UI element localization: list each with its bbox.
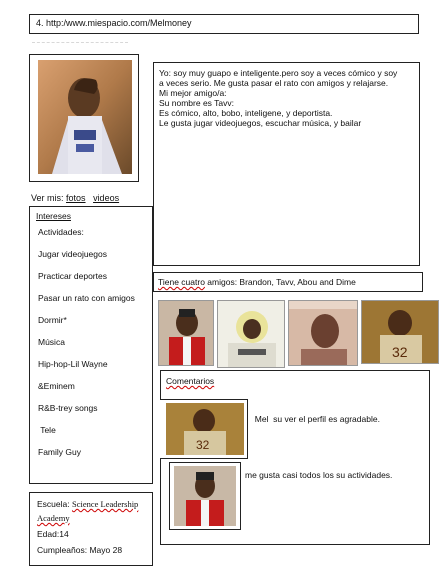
friend-photo-brandon[interactable] (158, 300, 214, 366)
school-row (37, 499, 152, 509)
about-line: Su nombre es Tavv: (159, 98, 234, 108)
interest-item: Family Guy (38, 447, 81, 457)
about-line: Le gusta jugar videojuegos, escuchar música, y bailar (159, 118, 362, 128)
profile-photo-frame (29, 54, 139, 182)
interest-item: Hip-hop-Lil Wayne (38, 359, 108, 369)
about-text (159, 68, 417, 128)
friend-photo-image (159, 301, 214, 366)
about-line: Mi mejor amigo/a: (159, 88, 227, 98)
age-text: Edad:14 (37, 529, 69, 539)
friend-photo-abou[interactable] (288, 300, 358, 366)
interest-item: Música (38, 337, 65, 347)
school-label: Escuela: (37, 499, 70, 509)
about-line: Es cómico, alto, bobo, inteligene, y deportista. (159, 108, 333, 118)
interest-item: &Eminem (38, 381, 75, 391)
school-name: Science Leadership (71, 499, 139, 509)
school-info-box (29, 492, 153, 566)
comments-title: Comentarios (166, 376, 215, 386)
videos-link[interactable]: videos (93, 193, 120, 203)
comments-box (160, 370, 430, 400)
svg-text:32: 32 (196, 438, 210, 452)
friend-photo-image (362, 301, 439, 364)
interests-box (29, 206, 153, 484)
birthday-text: Cumpleaños: Mayo 28 (37, 545, 123, 555)
interest-item: Jugar videojuegos (38, 249, 107, 259)
comment-avatar-image (174, 466, 236, 526)
friends-heading-prefix: Tiene cuatro (158, 277, 205, 287)
url-bar[interactable] (29, 14, 419, 34)
interests-title: Intereses (36, 211, 71, 221)
profile-photo-image (38, 60, 132, 174)
svg-text:32: 32 (392, 344, 408, 360)
interest-item: Actividades: (38, 227, 84, 237)
ver-mis-row (31, 193, 119, 204)
ver-mis-label: Ver mis: (31, 193, 64, 203)
comment-1-text (250, 404, 380, 424)
comment-1-avatar[interactable] (166, 403, 244, 455)
url-text[interactable]: 4. http:/www.miespacio.com/Melmoney (36, 18, 192, 28)
friend-photo-tavv[interactable] (217, 300, 285, 368)
fotos-link[interactable]: fotos (66, 193, 86, 203)
dashed-divider (32, 42, 128, 43)
comment-2-text: me gusta casi todos los su actividades. (245, 470, 393, 480)
about-line: Yo: soy muy guapo e inteligente.pero soy a veces cómico y soy (159, 68, 398, 78)
profile-photo (38, 60, 132, 174)
interest-item: Tele (38, 425, 56, 435)
friends-header-box (153, 272, 423, 292)
friends-heading-rest: amigos: Brandon, Tavv, Abou and Dime (204, 277, 356, 287)
comment-2-avatar[interactable] (174, 466, 236, 526)
interest-item: R&B-trey songs (38, 403, 98, 413)
school-name-continued: Academy (37, 513, 70, 523)
friend-photo-image (218, 301, 285, 368)
friends-heading (158, 277, 356, 287)
about-line: a veces serio. Me gusta pasar el rato con amigos y relajarse. (159, 78, 389, 88)
about-box (153, 62, 420, 266)
interest-item: Practicar deportes (38, 271, 107, 281)
interest-item: Dormir* (38, 315, 67, 325)
comment-body: su ver el perfil es agradable. (268, 414, 380, 424)
comment-author[interactable]: Mel (254, 414, 269, 424)
comment-avatar-image (166, 403, 244, 455)
friend-photo-image (289, 301, 358, 366)
friend-photo-dime[interactable] (361, 300, 439, 364)
interest-item: Pasar un rato con amigos (38, 293, 135, 303)
